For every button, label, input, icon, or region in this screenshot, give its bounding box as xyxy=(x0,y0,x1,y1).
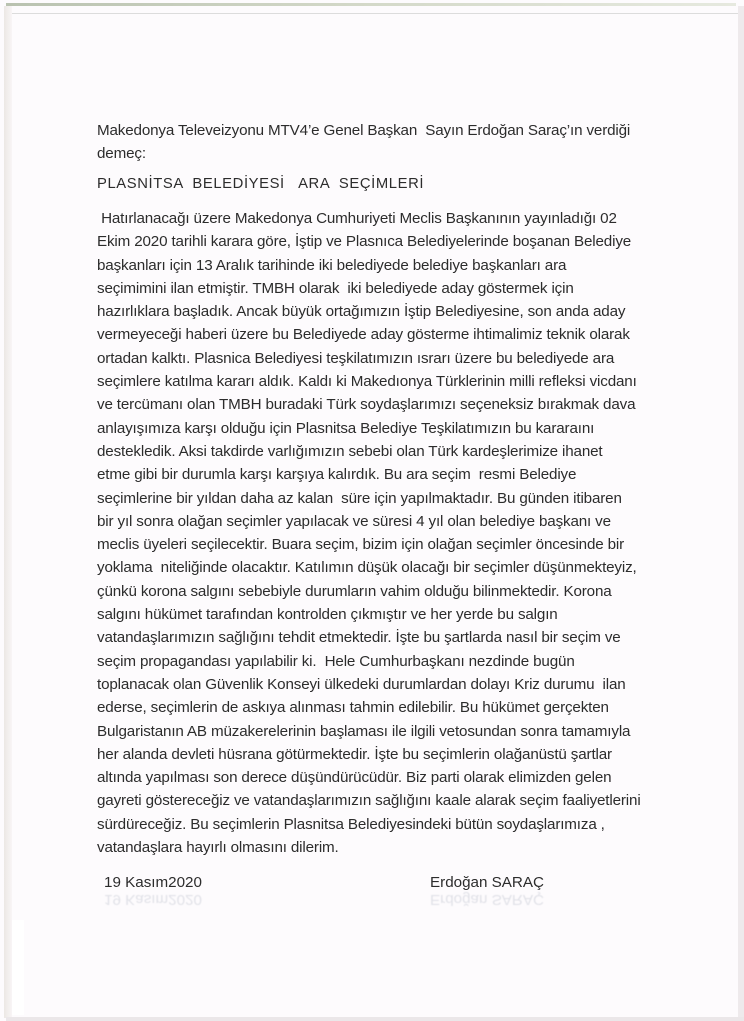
body-line: ve tercümanı olan TMBH buradaki Türk soydaşlarımızı seçeneksiz bırakmak dava xyxy=(97,396,636,414)
body-line: yoklama niteliğinde olacaktır. Katılımın düşük olacağı bir seçimler düşünmekteyiz, xyxy=(97,559,637,577)
body-line: vatandaşlarımızın sağlığını tehdit etmektedir. İşte bu şartlarda nasıl bir seçim ve xyxy=(97,629,621,647)
body-line: vermeyeceği haberi üzere bu Belediyede aday gösterme ihtimalimiz teknik olarak xyxy=(97,326,630,344)
body-line: anlayışımıza karşı olduğu için Plasnitsa Belediye Teşkilatımızın bu kararaını xyxy=(97,419,595,437)
document-heading: PLASNİTSA BELEDİYESİ ARA SEÇİMLERİ xyxy=(97,176,425,192)
body-line: seçim propagandası yapılabilir ki. Hele Cumhurbaşkanı nezdinde bugün xyxy=(97,652,575,670)
body-line: destekledik. Aksi takdirde varlığımızın sebebi olan Türk kardeşlerimize ihanet xyxy=(97,442,603,460)
scan-top-line xyxy=(10,13,738,14)
body-line: Ekim 2020 tarihli karara göre, İştip ve Plasnıca Belediyelerinde boşanan Belediye xyxy=(97,233,632,251)
document-date: 19 Kasım2020 xyxy=(104,874,202,891)
body-line: etme gibi bir durumla karşı karşıya kalırdık. Bu ara seçim resmi Belediye xyxy=(97,466,577,484)
body-line: seçimlere katılma kararı aldık. Kaldı ki Makedıonya Türklerinin milli refleksi vicdanı xyxy=(97,373,637,391)
body-line: gayreti göstereceğiz ve vatandaşlarımızın sağlığını kaale alarak seçim faaliyetlerini xyxy=(97,792,641,810)
intro-line-2: demeç: xyxy=(97,145,146,162)
scan-top-edge xyxy=(6,3,736,6)
scan-bottom-edge xyxy=(6,1017,744,1021)
document-signature: Erdoğan SARAÇ xyxy=(430,874,544,891)
body-line: seçimimini ilan etmiştir. TMBH olarak iki belediyede aday göstermek için xyxy=(97,279,574,297)
body-line: her alanda devleti hüsrana götürmektedir. İşte bu seçimlerin olağanüstü şartlar xyxy=(97,745,612,763)
scan-left-strip xyxy=(12,920,24,1015)
intro-line-1: Makedonya Televeizyonu MTV4’e Genel Başkan Sayın Erdoğan Saraç’ın verdiği xyxy=(97,122,631,139)
bleed-through-date: 19 Kasım2020 xyxy=(104,891,202,908)
body-line: Bulgaristanın AB müzakerelerinin başlaması ile ilgili vetosundan sonra tamamıyla xyxy=(97,722,631,740)
body-line: seçimlerine bir yıldan daha az kalan süre için yapılmaktadır. Bu günden itibaren xyxy=(97,489,622,507)
bleed-through-signature: Erdoğan SARAÇ xyxy=(430,891,544,908)
body-line: çünkü korona salgını sebebiyle durumların vahim olduğu bilinmektedir. Korona xyxy=(97,582,612,600)
body-line: başkanları için 13 Aralık tarihinde iki belediyede belediye başkanları ara xyxy=(97,256,567,274)
body-line: sürdüreceğiz. Bu seçimlerin Plasnitsa Belediyesindeki bütün soydaşlarımıza , xyxy=(97,815,605,833)
body-line: salgını hükümet tarafından kontrolden çıkmıştır ve her yerde bu salgın xyxy=(97,606,558,624)
scan-left-edge xyxy=(4,6,12,1018)
body-line: bir yıl sonra olağan seçimler yapılacak ve süresi 4 yıl olan belediye başkanı ve xyxy=(97,512,611,530)
document-body xyxy=(97,207,697,859)
body-line: toplanacak olan Güvenlik Konseyi ülkedeki durumlardan dolayı Kriz durumu ilan xyxy=(97,675,626,693)
body-line: Hatırlanacağı üzere Makedonya Cumhuriyeti Meclis Başkanının yayınladığı 02 xyxy=(97,210,617,227)
body-line: altında yapılması son derece düşündürücüdür. Biz parti olarak elimizden gelen xyxy=(97,769,612,787)
body-line: vatandaşlara hayırlı olmasını dilerim. xyxy=(97,839,339,857)
body-line: ortadan kalktı. Plasnica Belediyesi teşkilatımızın ısrarı üzere bu belediyede ara xyxy=(97,349,615,367)
body-line: ederse, seçimlerin de askıya alınması tahmin edilebilir. Bu hükümet gerçekten xyxy=(97,699,609,717)
body-line: meclis üyeleri seçilecektir. Buara seçim, bizim için olağan seçimler öncesinde bir xyxy=(97,536,625,554)
scan-right-edge xyxy=(738,6,744,1018)
body-line: hazırlıklara başladık. Ancak büyük ortağımızın İştip Belediyesine, son anda aday xyxy=(97,303,626,321)
